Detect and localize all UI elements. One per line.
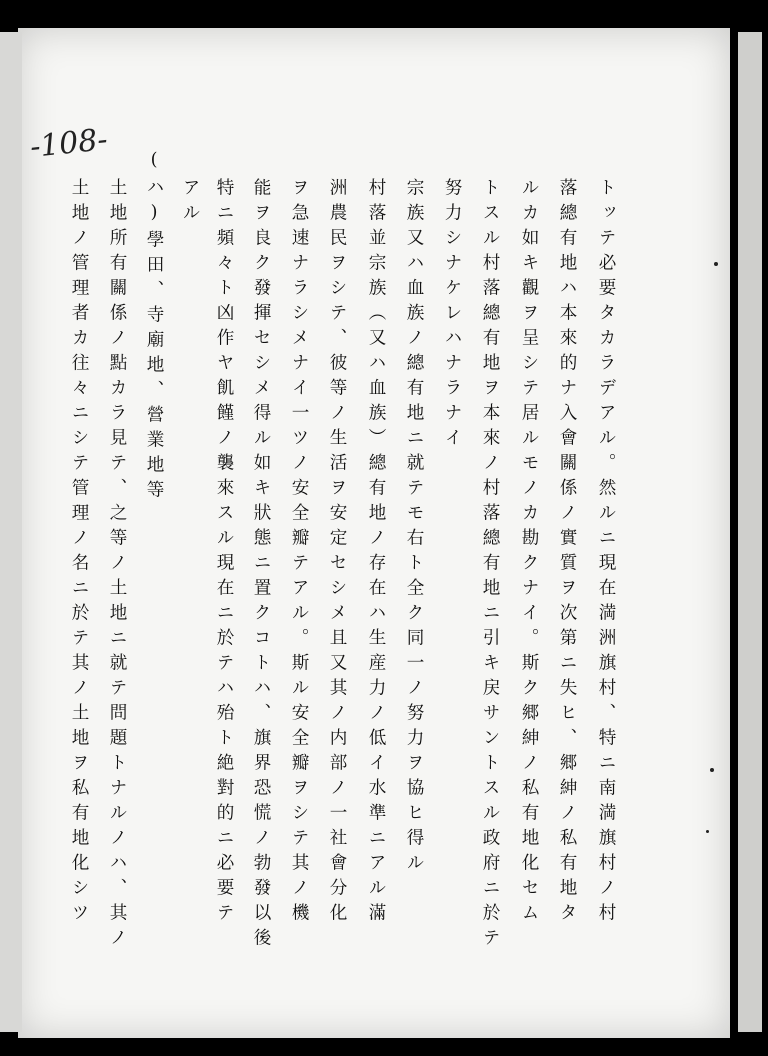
scan-edge-right	[738, 32, 762, 1032]
text-column-8: 洲農民ヲシテ、彼等ノ生活ヲ安定セシメ且又其ノ内部ノ一社會分化	[327, 178, 347, 928]
text-column-4: トスル村落總有地ヲ本來ノ村落總有地ニ引キ戻サントスル政府ニ於テ	[480, 178, 500, 953]
text-column-9: ヲ急速ナラシメナイ一ツノ安全瓣テアル。斯ル安全瓣ヲシテ其ノ機	[289, 178, 309, 928]
scan-speck	[706, 830, 709, 833]
text-column-3: ルカ如キ觀ヲ呈シテ居ルモノカ勘クナイ。斯ク郷紳ノ私有地化セム	[519, 178, 539, 928]
text-column-12: アル	[180, 178, 200, 228]
text-column-11: 特ニ頻々ト凶作ヤ飢饉ノ襲來スル現在ニ於テハ殆ト絶對的ニ必要テ	[214, 178, 234, 928]
page-number: -108-	[28, 122, 110, 165]
text-column-15: 土地ノ管理者カ往々ニシテ管理ノ名ニ於テ其ノ土地ヲ私有地化シツ	[69, 178, 89, 928]
text-column-7: 村落並宗族（又ハ血族）總有地ノ存在ハ生産力ノ低イ水準ニアル滿	[366, 178, 386, 928]
scan-speck	[710, 768, 714, 772]
text-column-6: 宗族又ハ血族ノ總有地ニ就テモ右ト全ク同一ノ努力ヲ協ヒ得ル	[404, 178, 424, 878]
text-column-1: トッテ必要タカラデアル。然ルニ現在満洲旗村、特ニ南満旗村ノ村	[596, 178, 616, 928]
scan-speck	[714, 262, 718, 266]
text-column-5: 努力シナケレハナラナイ	[442, 178, 462, 453]
text-column-2: 落總有地ハ本來的ナ入會關係ノ實質ヲ次第ニ失ヒ、郷紳ノ私有地タ	[557, 178, 577, 928]
section-heading: (ハ)學田、寺廟地、營業地等	[144, 150, 164, 505]
text-column-14: 土地所有關係ノ點カラ見テ、之等ノ土地ニ就テ問題トナルノハ、其ノ	[107, 178, 127, 953]
scan-edge-left	[0, 32, 22, 1032]
text-column-10: 能ヲ良ク發揮セシメ得ル如キ狀態ニ置クコトハ、旗界恐慌ノ勃發以後	[251, 178, 271, 953]
